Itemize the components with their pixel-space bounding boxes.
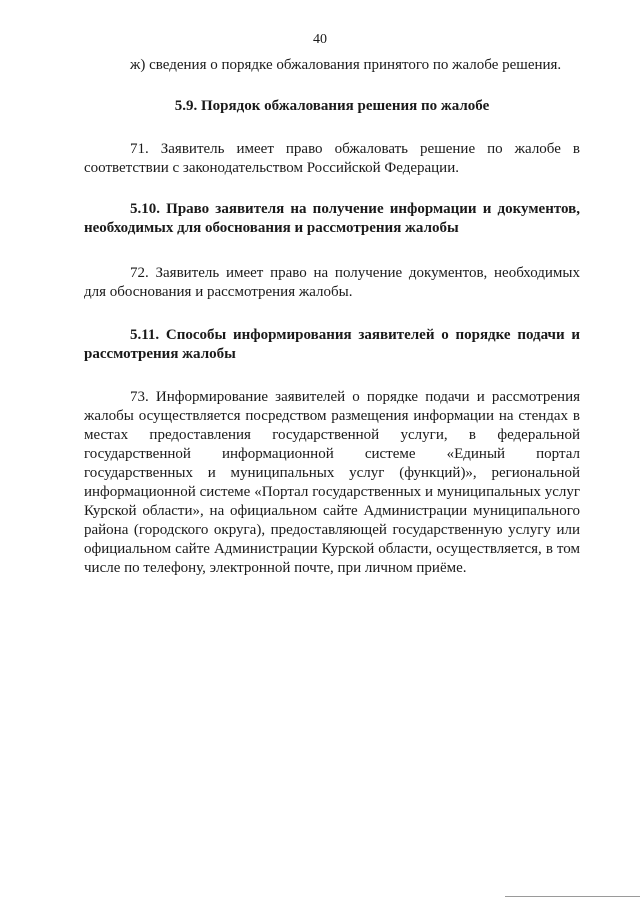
paragraph-73: 73. Информирование заявителей о порядке подачи и рассмотрения жалобы осуществляется посредством размещения информации на стендах в местах предоставления государственной услуги, в федеральной государственной информационной системе «Единый портал государственных и муниципальных услуг (функций)», региональной информационной системе «Портал государственных и муниципальных услуг Курской области», на официальном сайте Администрации муниципального района (городского округа), предоставляющей государственную услугу или официальном сайте Администрации Курской области, осуществляется, в том числе по телефону, электронной почте, при личном приёме. <box>84 389 580 576</box>
section-heading-5-11: 5.11. Способы информирования заявителей о порядке подачи и рассмотрения жалобы <box>84 327 580 362</box>
footer-rule <box>505 896 640 897</box>
document-body <box>84 56 580 578</box>
paragraph-72: 72. Заявитель имеет право на получение документов, необходимых для обоснования и рассмотрения жалобы. <box>84 265 580 300</box>
page-number: 40 <box>313 32 327 47</box>
section-heading-5-9: 5.9. Порядок обжалования решения по жалобе <box>174 98 490 114</box>
paragraph-item-zh: ж) сведения о порядке обжалования принятого по жалобе решения. <box>130 57 562 73</box>
paragraph-71: 71. Заявитель имеет право обжаловать решение по жалобе в соответствии с законодательством Российской Федерации. <box>84 141 580 176</box>
section-heading-5-10: 5.10. Право заявителя на получение информации и документов, необходимых для обоснования и рассмотрения жалобы <box>84 201 580 236</box>
